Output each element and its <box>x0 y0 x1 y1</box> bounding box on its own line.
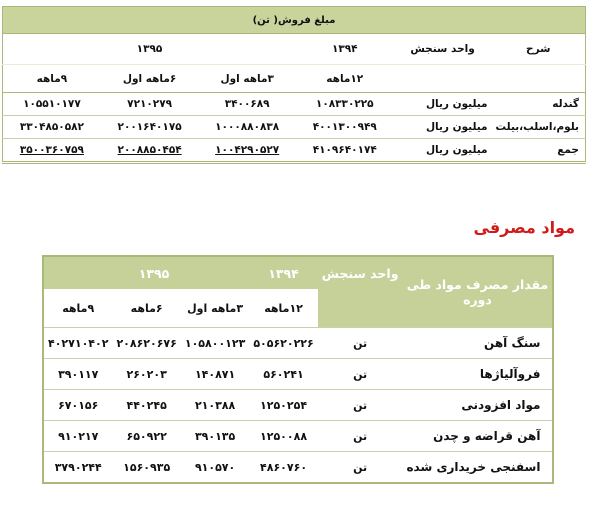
table-row <box>43 328 553 359</box>
cell-value: ۹۱۰۲۱۷ <box>43 421 112 452</box>
materials-col-unit: واحد سنجش <box>318 256 403 289</box>
sales-sub-9m: ۹ماهه <box>3 65 101 93</box>
table-row-total <box>3 139 586 163</box>
cell-value: ۴۰۲۷۱۰۴۰۲ <box>43 328 112 359</box>
materials-col-desc-line2: دوره <box>463 292 492 307</box>
materials-sub-6m: ۶ماهه <box>112 289 180 328</box>
row-name: مواد افزودنی <box>402 390 553 421</box>
cell-value: ۱۲۵۰۰۸۸ <box>249 421 317 452</box>
cell-value: ۴۴۰۲۴۵ <box>112 390 180 421</box>
cell-value: ۹۱۰۵۷۰ <box>181 452 249 484</box>
row-unit: تن <box>318 359 403 390</box>
section-title: مواد مصرفی <box>473 218 575 237</box>
table-row <box>43 390 553 421</box>
cell-value: ۳۵۰۰۳۶۰۷۵۹ <box>3 139 101 163</box>
row-name: سنگ آهن <box>402 328 553 359</box>
materials-sub-3m: ۳ماهه اول <box>181 289 249 328</box>
cell-value: ۳۹۰۱۳۵ <box>181 421 249 452</box>
row-name: بلوم،اسلب،بیلت <box>492 116 586 139</box>
sales-year-1394: ۱۳۹۴ <box>296 34 394 65</box>
cell-value: ۵۶۰۲۴۱ <box>249 359 317 390</box>
sales-title-row <box>3 7 586 34</box>
cell-value: ۷۲۱۰۲۷۹ <box>101 93 199 116</box>
sales-subheader-row <box>3 65 586 93</box>
table-row <box>43 452 553 484</box>
sales-table <box>2 6 586 164</box>
cell-value: ۴۰۰۱۳۰۰۹۴۹ <box>296 116 394 139</box>
sales-year-1395: ۱۳۹۵ <box>3 34 296 65</box>
materials-year-1395: ۱۳۹۵ <box>43 256 249 289</box>
cell-value: ۱۰۰۰۸۸۰۸۳۸ <box>198 116 296 139</box>
cell-value: ۳۷۹۰۲۴۴ <box>43 452 112 484</box>
sales-title: مبلغ فروش( تن) <box>3 7 586 34</box>
cell-value: ۳۹۰۱۱۷ <box>43 359 112 390</box>
row-unit: میلیون ریال <box>394 116 492 139</box>
row-name: جمع <box>492 139 586 163</box>
row-name: فروآلیاژها <box>402 359 553 390</box>
cell-value: ۱۲۵۰۲۵۴ <box>249 390 317 421</box>
table-row <box>3 116 586 139</box>
materials-col-desc <box>402 256 553 328</box>
sales-sub-3m: ۳ماهه اول <box>198 65 296 93</box>
cell-value: ۲۰۰۱۶۴۰۱۷۵ <box>101 116 199 139</box>
sales-col-desc: شرح <box>492 34 586 65</box>
cell-value: ۲۰۰۸۸۵۰۴۵۴ <box>101 139 199 163</box>
sales-header-row <box>3 34 586 65</box>
cell-value: ۱۵۶۰۹۳۵ <box>112 452 180 484</box>
cell-value: ۳۳۰۴۸۵۰۵۸۲ <box>3 116 101 139</box>
cell-value: ۶۷۰۱۵۶ <box>43 390 112 421</box>
cell-value: ۴۸۶۰۷۶۰ <box>249 452 317 484</box>
sales-col-unit: واحد سنجش <box>394 34 492 65</box>
row-unit: میلیون ریال <box>394 139 492 163</box>
cell-value: ۱۰۵۸۰۰۱۲۳ <box>181 328 249 359</box>
row-name: آهن قراضه و چدن <box>402 421 553 452</box>
cell-value: ۵۰۵۶۲۰۲۲۶ <box>249 328 317 359</box>
cell-value: ۱۰۵۵۱۰۱۷۷ <box>3 93 101 116</box>
materials-table <box>42 255 554 484</box>
cell-value: ۲۰۸۶۲۰۶۷۶ <box>112 328 180 359</box>
materials-sub-9m: ۹ماهه <box>43 289 112 328</box>
row-unit: تن <box>318 328 403 359</box>
cell-value: ۲۶۰۲۰۳ <box>112 359 180 390</box>
row-unit: تن <box>318 421 403 452</box>
row-unit: میلیون ریال <box>394 93 492 116</box>
cell-value: ۶۵۰۹۲۲ <box>112 421 180 452</box>
row-name: اسفنجی خریداری شده <box>402 452 553 484</box>
cell-value: ۱۴۰۸۷۱ <box>181 359 249 390</box>
table-row <box>43 359 553 390</box>
materials-col-desc-line1: مقدار مصرف مواد طی <box>406 277 549 292</box>
sales-sub-12m: ۱۲ماهه <box>296 65 394 93</box>
row-name: گندله <box>492 93 586 116</box>
table-row <box>43 421 553 452</box>
materials-header-row <box>43 256 553 289</box>
materials-year-1394: ۱۳۹۴ <box>249 256 317 289</box>
cell-value: ۱۰۸۳۳۰۲۲۵ <box>296 93 394 116</box>
row-unit: تن <box>318 452 403 484</box>
cell-value: ۲۱۰۳۸۸ <box>181 390 249 421</box>
cell-value: ۳۴۰۰۶۸۹ <box>198 93 296 116</box>
materials-sub-12m: ۱۲ماهه <box>249 289 317 328</box>
cell-value: ۴۱۰۹۶۴۰۱۷۴ <box>296 139 394 163</box>
table-row <box>3 93 586 116</box>
row-unit: تن <box>318 390 403 421</box>
cell-value: ۱۰۰۴۲۹۰۵۲۷ <box>198 139 296 163</box>
sales-sub-6m: ۶ماهه اول <box>101 65 199 93</box>
